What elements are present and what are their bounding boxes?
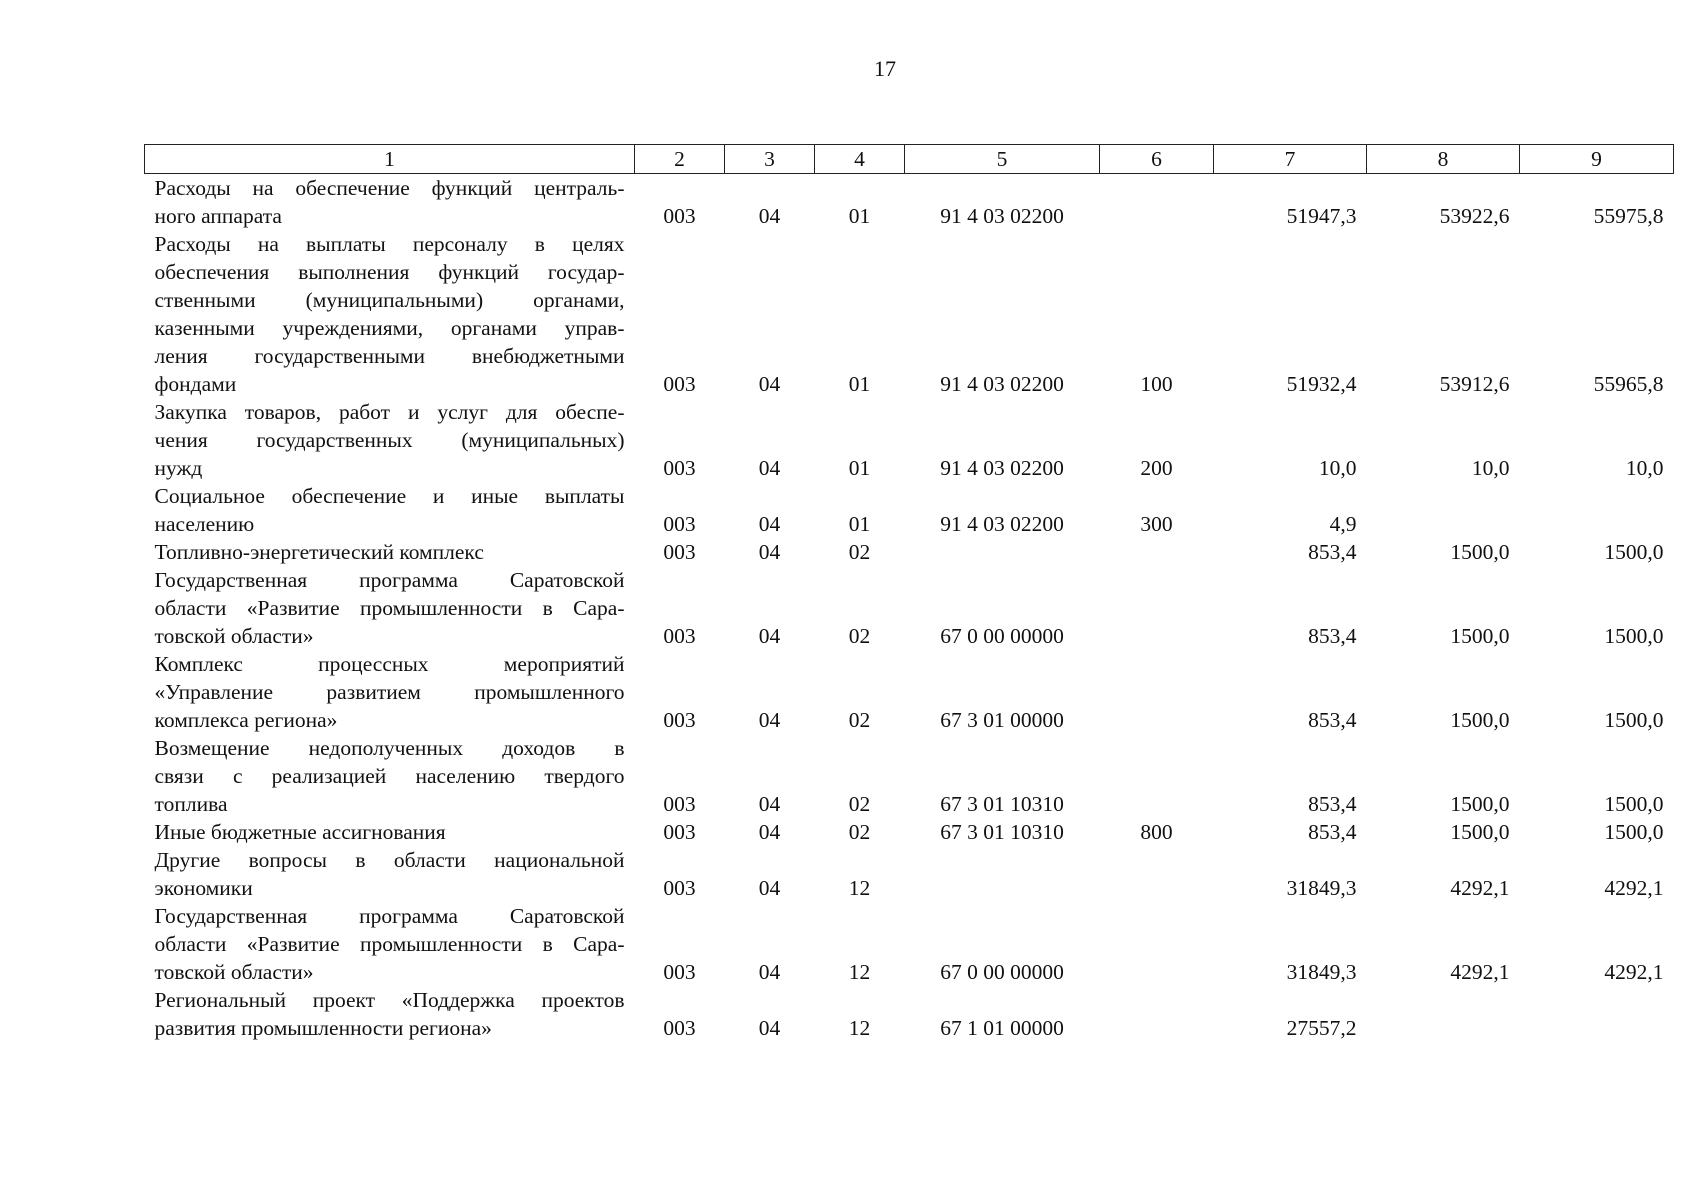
amount-year-3: 4292,1 <box>1604 876 1664 900</box>
amount-year-3: 4292,1 <box>1604 960 1664 984</box>
target-article-code: 67 3 01 10310 <box>940 792 1064 816</box>
description-line: Расходы на выплаты персоналу в целях <box>154 232 625 256</box>
description-line: Социальное обеспечение и иные выплаты <box>154 484 625 508</box>
amount-year-1: 27557,2 <box>1286 1016 1357 1040</box>
description-line: фондами <box>154 372 237 396</box>
admin-code: 003 <box>663 624 696 648</box>
table-row <box>145 230 1674 398</box>
row-description <box>145 818 635 846</box>
amount-year-2: 1500,0 <box>1450 624 1510 648</box>
section-code: 04 <box>758 820 781 844</box>
amount-year-3: 1500,0 <box>1604 792 1664 816</box>
expense-type-code <box>1100 566 1214 650</box>
section-code: 04 <box>758 708 781 732</box>
description-line: товской области» <box>154 624 314 648</box>
description-line: ного аппарата <box>154 204 282 228</box>
amount-year-3: 1500,0 <box>1604 624 1664 648</box>
header-cell-5: 5 <box>905 145 1100 174</box>
target-article-code <box>905 538 1100 566</box>
subsection-code: 02 <box>848 792 871 816</box>
amount-year-3: 55975,8 <box>1593 204 1664 228</box>
description-line: ственными (муниципальными) органами, <box>154 288 625 312</box>
amount-year-1: 31849,3 <box>1286 960 1357 984</box>
table-row <box>145 650 1674 734</box>
admin-code: 003 <box>663 372 696 396</box>
description-line: Расходы на обеспечение функций централь- <box>154 176 625 200</box>
row-description <box>145 846 635 902</box>
target-article-code: 67 1 01 00000 <box>940 1016 1064 1040</box>
description-line: Комплекс процессных мероприятий <box>154 652 625 676</box>
admin-code: 003 <box>663 708 696 732</box>
section-code: 04 <box>758 540 781 564</box>
description-line: Возмещение недополученных доходов в <box>154 736 625 760</box>
description-line: комплекса региона» <box>154 708 338 732</box>
row-description <box>145 734 635 818</box>
expense-type-code <box>1100 734 1214 818</box>
description-line: обеспечения выполнения функций государ- <box>154 260 625 284</box>
table-row <box>145 818 1674 846</box>
budget-table <box>144 144 1674 1042</box>
amount-year-1: 853,4 <box>1308 820 1357 844</box>
description-line: населению <box>154 512 255 536</box>
amount-year-2: 4292,1 <box>1450 876 1510 900</box>
description-line: «Управление развитием промышленного <box>154 680 625 704</box>
section-code: 04 <box>758 372 781 396</box>
amount-year-3 <box>1520 986 1674 1042</box>
section-code: 04 <box>758 624 781 648</box>
expense-type-code <box>1100 650 1214 734</box>
admin-code: 003 <box>663 792 696 816</box>
table-row <box>145 398 1674 482</box>
subsection-code: 12 <box>848 1016 871 1040</box>
header-cell-1: 1 <box>145 145 635 174</box>
subsection-code: 02 <box>848 540 871 564</box>
amount-year-3 <box>1520 482 1674 538</box>
amount-year-3: 10,0 <box>1625 456 1664 480</box>
admin-code: 003 <box>663 204 696 228</box>
target-article-code: 91 4 03 02200 <box>940 204 1064 228</box>
target-article-code: 67 3 01 00000 <box>940 708 1064 732</box>
section-code: 04 <box>758 876 781 900</box>
header-cell-9: 9 <box>1520 145 1674 174</box>
description-line: Государственная программа Саратовской <box>154 568 625 592</box>
description-line: чения государственных (муниципальных) <box>154 428 625 452</box>
description-line: области «Развитие промышленности в Сара- <box>154 932 625 956</box>
description-line: казенными учреждениями, органами управ- <box>154 316 625 340</box>
admin-code: 003 <box>663 820 696 844</box>
row-description <box>145 902 635 986</box>
amount-year-2: 53912,6 <box>1439 372 1510 396</box>
description-line: развития промышленности региона» <box>154 1016 492 1040</box>
description-line: топлива <box>154 792 228 816</box>
section-code: 04 <box>758 960 781 984</box>
admin-code: 003 <box>663 1016 696 1040</box>
description-line: области «Развитие промышленности в Сара- <box>154 596 625 620</box>
section-code: 04 <box>758 512 781 536</box>
amount-year-2 <box>1367 986 1520 1042</box>
header-cell-4: 4 <box>815 145 905 174</box>
amount-year-1: 51932,4 <box>1286 372 1357 396</box>
description-line: Региональный проект «Поддержка проектов <box>154 988 625 1012</box>
subsection-code: 01 <box>848 512 871 536</box>
expense-type-code <box>1100 986 1214 1042</box>
amount-year-2: 1500,0 <box>1450 708 1510 732</box>
admin-code: 003 <box>663 456 696 480</box>
section-code: 04 <box>758 792 781 816</box>
table-row <box>145 986 1674 1042</box>
description-line: связи с реализацией населению твердого <box>154 764 625 788</box>
description-line: товской области» <box>154 960 314 984</box>
admin-code: 003 <box>663 512 696 536</box>
amount-year-1: 853,4 <box>1308 708 1357 732</box>
expense-type-code <box>1100 174 1214 231</box>
header-cell-8: 8 <box>1367 145 1520 174</box>
header-row <box>145 145 1674 174</box>
row-description <box>145 650 635 734</box>
description-line: Закупка товаров, работ и услуг для обеспе- <box>154 400 625 424</box>
table-row <box>145 734 1674 818</box>
amount-year-1: 853,4 <box>1308 540 1357 564</box>
amount-year-2: 4292,1 <box>1450 960 1510 984</box>
admin-code: 003 <box>663 876 696 900</box>
amount-year-2: 53922,6 <box>1439 204 1510 228</box>
admin-code: 003 <box>663 960 696 984</box>
subsection-code: 01 <box>848 456 871 480</box>
target-article-code <box>905 846 1100 902</box>
amount-year-3: 1500,0 <box>1604 820 1664 844</box>
table-body <box>145 174 1674 1043</box>
page-number: 17 <box>874 56 896 81</box>
expense-type-code: 200 <box>1140 456 1173 480</box>
description-line: нужд <box>154 456 203 480</box>
section-code: 04 <box>758 204 781 228</box>
amount-year-2: 1500,0 <box>1450 820 1510 844</box>
amount-year-2: 1500,0 <box>1450 792 1510 816</box>
subsection-code: 12 <box>848 876 871 900</box>
target-article-code: 67 3 01 10310 <box>940 820 1064 844</box>
table-row <box>145 538 1674 566</box>
admin-code: 003 <box>663 540 696 564</box>
amount-year-1: 51947,3 <box>1286 204 1357 228</box>
target-article-code: 91 4 03 02200 <box>940 456 1064 480</box>
expense-type-code <box>1100 902 1214 986</box>
section-code: 04 <box>758 456 781 480</box>
target-article-code: 91 4 03 02200 <box>940 512 1064 536</box>
amount-year-1: 10,0 <box>1318 456 1357 480</box>
subsection-code: 01 <box>848 204 871 228</box>
subsection-code: 02 <box>848 820 871 844</box>
table-row <box>145 482 1674 538</box>
table-row <box>145 174 1674 231</box>
target-article-code: 67 0 00 00000 <box>940 960 1064 984</box>
header-cell-2: 2 <box>635 145 725 174</box>
row-description <box>145 398 635 482</box>
row-description <box>145 482 635 538</box>
row-description <box>145 538 635 566</box>
target-article-code: 67 0 00 00000 <box>940 624 1064 648</box>
expense-type-code <box>1100 538 1214 566</box>
row-description <box>145 566 635 650</box>
subsection-code: 01 <box>848 372 871 396</box>
row-description <box>145 986 635 1042</box>
row-description <box>145 230 635 398</box>
subsection-code: 12 <box>848 960 871 984</box>
description-line: Иные бюджетные ассигнования <box>154 820 446 844</box>
section-code: 04 <box>758 1016 781 1040</box>
expense-type-code: 100 <box>1140 372 1173 396</box>
table-row <box>145 846 1674 902</box>
subsection-code: 02 <box>848 624 871 648</box>
amount-year-2: 10,0 <box>1471 456 1510 480</box>
row-description <box>145 174 635 231</box>
amount-year-2 <box>1367 482 1520 538</box>
expense-type-code: 300 <box>1140 512 1173 536</box>
description-line: ления государственными внебюджетными <box>154 344 625 368</box>
table-row <box>145 566 1674 650</box>
description-line: Другие вопросы в области национальной <box>154 848 625 872</box>
amount-year-1: 853,4 <box>1308 792 1357 816</box>
target-article-code: 91 4 03 02200 <box>940 372 1064 396</box>
expense-type-code <box>1100 846 1214 902</box>
subsection-code: 02 <box>848 708 871 732</box>
amount-year-3: 1500,0 <box>1604 540 1664 564</box>
amount-year-3: 55965,8 <box>1593 372 1664 396</box>
expense-type-code: 800 <box>1140 820 1173 844</box>
description-line: Государственная программа Саратовской <box>154 904 625 928</box>
amount-year-3: 1500,0 <box>1604 708 1664 732</box>
description-line: Топливно-энергетический комплекс <box>154 540 484 564</box>
table-row <box>145 902 1674 986</box>
header-cell-7: 7 <box>1214 145 1367 174</box>
amount-year-1: 31849,3 <box>1286 876 1357 900</box>
header-cell-3: 3 <box>725 145 815 174</box>
amount-year-1: 4,9 <box>1329 512 1357 536</box>
amount-year-2: 1500,0 <box>1450 540 1510 564</box>
table-header <box>145 145 1674 174</box>
header-cell-6: 6 <box>1100 145 1214 174</box>
description-line: экономики <box>154 876 253 900</box>
amount-year-1: 853,4 <box>1308 624 1357 648</box>
